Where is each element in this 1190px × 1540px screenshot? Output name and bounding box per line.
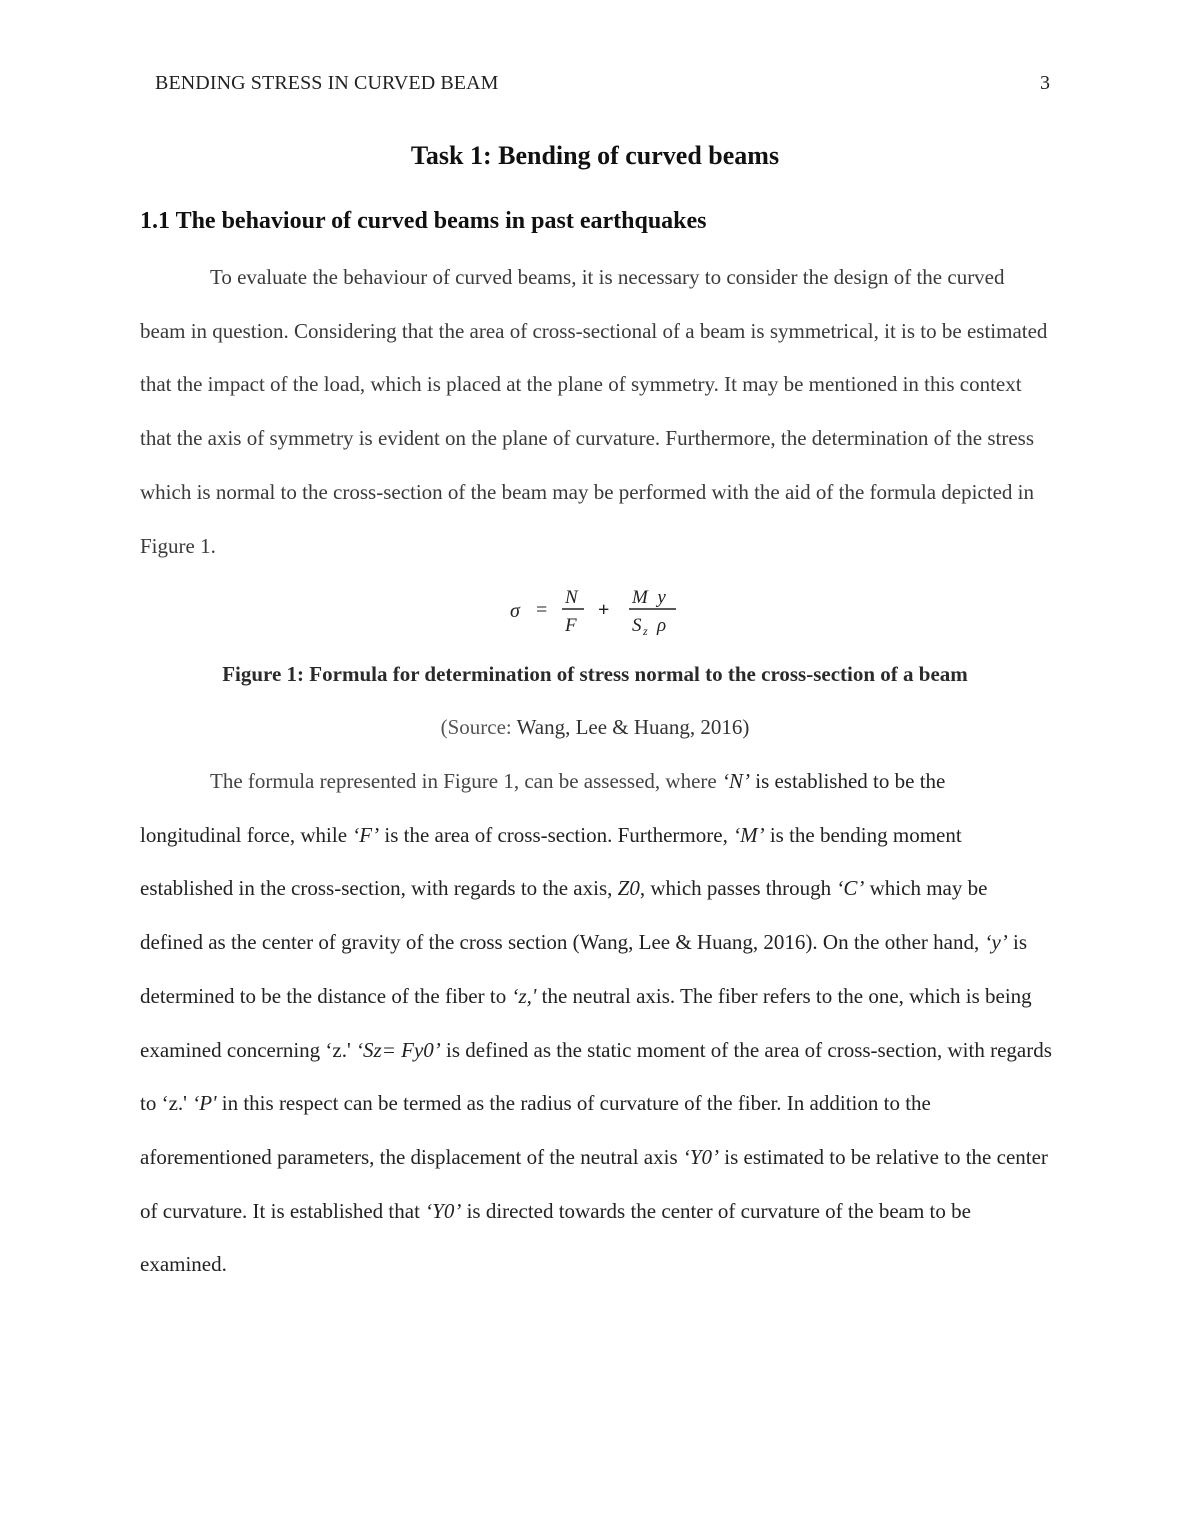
symbol-z-period-2: ‘z.' xyxy=(161,1091,187,1116)
symbol-y: ‘y’ xyxy=(984,930,1008,955)
formula-plus: + xyxy=(598,599,610,621)
figure-caption: Figure 1: Formula for determination of stress normal to the cross-section of a beam xyxy=(222,662,968,686)
para2-text: is the bending moment established in the cross-section, with regards to the axis, xyxy=(140,822,962,901)
formula-denominator-s: S xyxy=(632,615,642,636)
symbol-m: ‘M’ xyxy=(733,822,765,847)
stress-formula xyxy=(508,583,688,639)
symbol-z-period: ‘z.' xyxy=(325,1037,351,1062)
formula-denominator-rho: ρ xyxy=(657,615,667,636)
symbol-f: ‘F’ xyxy=(352,822,380,847)
formula-numerator-my: M y xyxy=(632,587,666,608)
symbol-c: ‘C’ xyxy=(836,876,865,901)
formula-sigma: σ xyxy=(510,600,520,622)
symbol-y0-2: ‘Y0’ xyxy=(425,1198,462,1223)
symbol-y0: ‘Y0’ xyxy=(682,1144,720,1169)
formula-denominator-z: z xyxy=(643,624,648,638)
para2-text: is the area of cross-section. Furthermore, xyxy=(379,822,734,847)
figure-source-prefix: (Source: xyxy=(440,715,517,739)
symbol-sz: ‘Sz= Fy0’ xyxy=(356,1037,441,1062)
para2-text: is determined to be the distance of the fiber to xyxy=(140,930,1028,1008)
para2-text: which may be defined as the center of gravity of the cross section (Wang, Lee & Huang, 2016). On the other hand, xyxy=(140,876,988,955)
section-heading: 1.1 The behaviour of curved beams in past earthquakes xyxy=(140,208,707,234)
para2-text: The formula represented in Figure 1, can be assessed, where xyxy=(210,769,722,793)
symbol-z-comma: ‘z,' xyxy=(511,983,537,1008)
running-head: BENDING STRESS IN CURVED BEAM xyxy=(155,72,499,94)
para2-text: is defined as the static moment of the area of cross-section, with regards to xyxy=(140,1037,1052,1116)
para2-text: is established to be the longitudinal force, while xyxy=(140,769,946,847)
paragraph-intro-text: To evaluate the behaviour of curved beams, it is necessary to consider the design of the curved beam in question. Considering that the area of cross-sectional of a beam is symmetrical, it is to be estimated that the impact of the load, which is placed at the plane of symmetry. It may be mentioned in this context that the axis of symmetry is evident on the plane of curvature. Furthermore, the determination of the stress which is normal to the cross-section of the beam may be performed with the aid of the formula depicted in Figure 1. xyxy=(140,265,1048,558)
para2-text: the neutral axis. The fiber refers to the one, which is being examined concerning xyxy=(140,983,1032,1062)
task-title: Task 1: Bending of curved beams xyxy=(410,141,780,170)
para2-text: in this respect can be termed as the radius of curvature of the fiber. In addition to the aforementioned parameters, the displacement of the neutral axis xyxy=(140,1091,931,1169)
figure-source-reference: Wang, Lee & Huang, 2016) xyxy=(516,715,750,739)
paragraph-formula-explanation xyxy=(140,755,1052,1292)
symbol-n: ‘N’ xyxy=(721,769,750,793)
formula-denominator-f: F xyxy=(565,615,577,636)
formula-equals: = xyxy=(536,599,548,621)
page-number: 3 xyxy=(1040,72,1050,94)
para2-text: , which passes through xyxy=(639,876,837,901)
formula-numerator-n: N xyxy=(565,587,578,608)
para2-text: is directed towards the center of curvature of the beam to be examined. xyxy=(140,1198,971,1277)
symbol-z0: Z0 xyxy=(617,876,640,901)
symbol-p: ‘P' xyxy=(192,1091,217,1116)
paragraph-intro xyxy=(140,251,1052,573)
para2-text: is estimated to be relative to the center of curvature. It is established that xyxy=(140,1144,1048,1223)
figure-source xyxy=(0,715,1190,740)
